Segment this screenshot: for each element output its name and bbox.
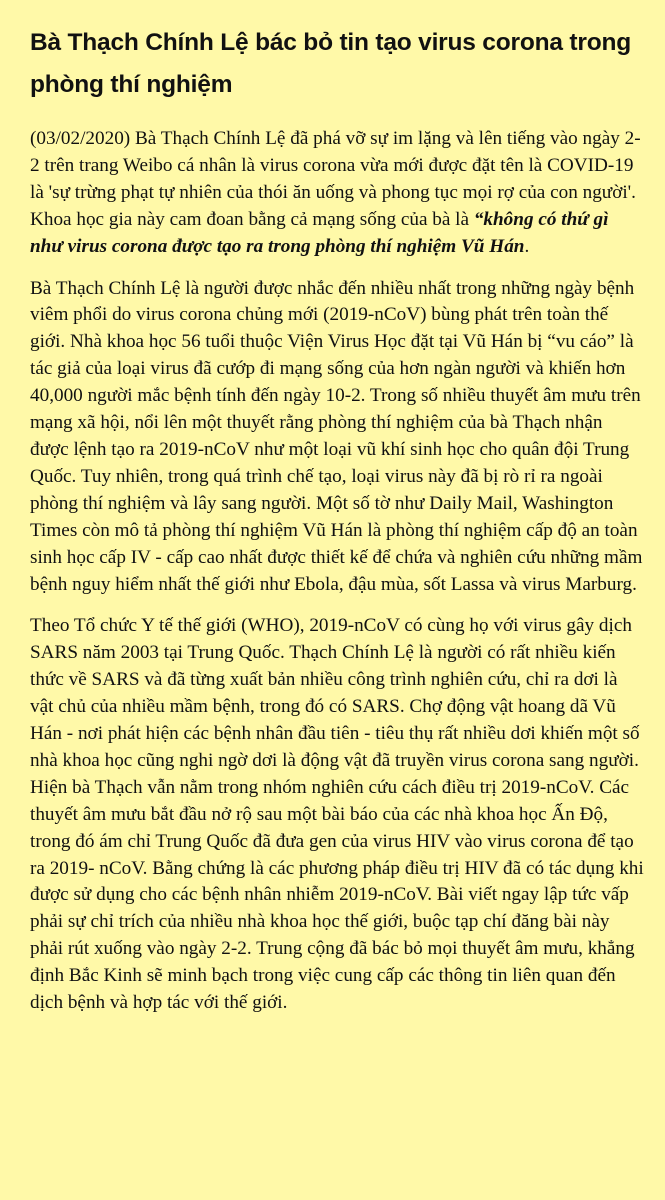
article-paragraph-2: Bà Thạch Chính Lệ là người được nhắc đến nhiều nhất trong những ngày bệnh viêm phổi do virus corona chủng mới (2019-nCoV) bùng phát trên toàn thế giới. Nhà khoa học 56 tuổi thuộc Viện Virus Học đặt tại Vũ Hán bị “vu cáo” là tác giả của loại virus đã cướp đi mạng sống của hơn ngàn người và khiến hơn 40,000 người mắc bệnh tính đến ngày 10-2. Trong số nhiều thuyết âm mưu trên mạng xã hội, nổi lên một thuyết rằng phòng thí nghiệm của bà Thạch nhận được lệnh tạo ra 2019-nCoV như một loại vũ khí sinh học cho quân đội Trung Quốc. Tuy nhiên, trong quá trình chế tạo, loại virus này đã bị rò rỉ ra ngoài phòng thí nghiệm và lây sang người. Một số tờ như Daily Mail, Washington Times còn mô tả phòng thí nghiệm Vũ Hán là phòng thí nghiệm cấp độ an toàn sinh học cấp IV - cấp cao nhất được thiết kế để chứa và nghiên cứu những mầm bệnh nguy hiểm nhất thế giới như Ebola, đậu mùa, sốt Lassa và virus Marburg. [30,277,643,595]
article-paragraph-1 [30,126,645,261]
article-paragraph-3: Theo Tổ chức Y tế thế giới (WHO), 2019-nCoV có cùng họ với virus gây dịch SARS năm 2003 tại Trung Quốc. Thạch Chính Lệ là người có rất nhiều kiến thức về SARS và đã từng xuất bản nhiều công trình nghiên cứu, chỉ ra dơi là vật chủ của nhiều mầm bệnh, trong đó có SARS. Chợ động vật hoang dã Vũ Hán - nơi phát hiện các bệnh nhân đầu tiên - tiêu thụ rất nhiều dơi khiến một số nhà khoa học cũng nghi ngờ dơi là động vật đã truyền virus corona sang người. Hiện bà Thạch vẫn nằm trong nhóm nghiên cứu cách điều trị 2019-nCoV. Các thuyết âm mưu bắt đầu nở rộ sau một bài báo của các nhà khoa học Ấn Độ, trong đó ám chỉ Trung Quốc đã đưa gen của virus HIV vào virus corona để tạo ra 2019- nCoV. Bằng chứng là các phương pháp điều trị HIV đã có tác dụng khi được sử dụng cho các bệnh nhân nhiễm 2019-nCoV. Bài viết ngay lập tức vấp phải sự chỉ trích của nhiều nhà khoa học thế giới, buộc tạp chí đăng bài này phải rút xuống vào ngày 2-2. Trung cộng đã bác bỏ mọi thuyết âm mưu, khẳng định Bắc Kinh sẽ minh bạch trong việc cung cấp các thông tin liên quan đến dịch bệnh và hợp tác với thế giới. [30,615,644,1014]
paragraph-1-text: (03/02/2020) Bà Thạch Chính Lệ đã phá vỡ sự im lặng và lên tiếng vào ngày 2-2 trên trang Weibo cá nhân là virus corona vừa mới được đặt tên là COVID-19 là 'sự trừng phạt tự nhiên của thói ăn uống và phong tục mọi rợ của con người'. Khoa học gia này cam đoan bằng cả mạng sống của bà là [30,128,641,230]
paragraph-1-end: . [524,235,530,257]
paragraph-1-quote: “không có thứ gì như virus corona được tạo ra trong phòng thí nghiệm Vũ Hán [30,208,609,257]
article-headline: Bà Thạch Chính Lệ bác bỏ tin tạo virus corona trong phòng thí nghiệm [30,29,631,98]
